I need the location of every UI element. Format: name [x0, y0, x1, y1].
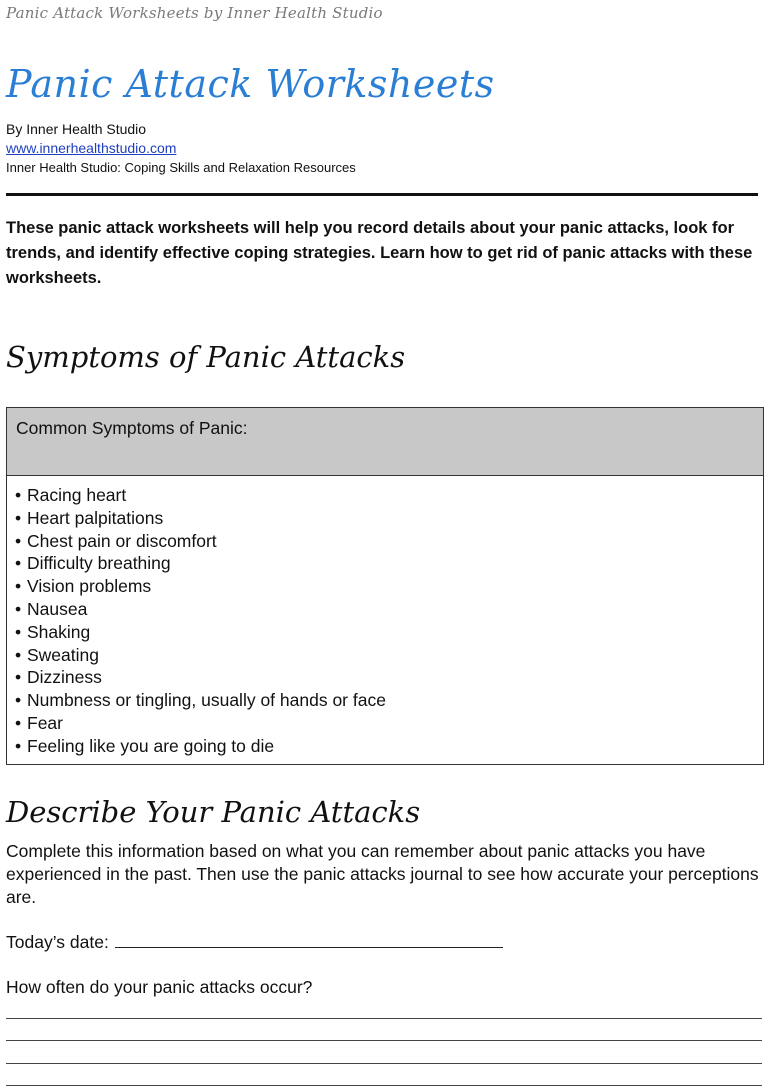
- symptom-item: [15, 621, 763, 644]
- intro-paragraph: These panic attack worksheets will help you record details about your panic attacks, look for trends, and identify effective coping strategies. Learn how to get rid of panic attacks with these worksheets.: [6, 219, 753, 287]
- symptom-item: [15, 598, 763, 621]
- bullet-icon: •: [15, 598, 22, 619]
- bullet-icon: •: [15, 690, 22, 711]
- date-input-line[interactable]: [115, 933, 503, 948]
- symptom-item: [15, 644, 763, 667]
- author-tagline: Inner Health Studio: Coping Skills and Relaxation Resources: [6, 160, 356, 175]
- date-label: Today’s date:: [6, 932, 109, 952]
- answer-line[interactable]: [6, 1040, 762, 1041]
- bullet-icon: •: [15, 530, 22, 551]
- bullet-icon: •: [15, 576, 22, 597]
- symptom-text: Vision problems: [27, 576, 152, 597]
- bullet-icon: •: [15, 667, 22, 688]
- symptom-text: Chest pain or discomfort: [27, 530, 217, 551]
- bullet-icon: •: [15, 712, 22, 733]
- symptom-text: Fear: [27, 712, 63, 733]
- symptoms-list: [7, 476, 763, 758]
- symptom-text: Feeling like you are going to die: [27, 735, 275, 756]
- symptom-text: Shaking: [27, 621, 91, 642]
- running-header: Panic Attack Worksheets by Inner Health Studio: [6, 4, 383, 22]
- symptom-item: [15, 575, 763, 598]
- author-byline: By Inner Health Studio: [6, 121, 147, 137]
- bullet-icon: •: [15, 621, 22, 642]
- symptom-text: Numbness or tingling, usually of hands or face: [27, 690, 386, 711]
- symptom-item: [15, 530, 763, 553]
- symptom-text: Nausea: [27, 598, 88, 619]
- page-title: Panic Attack Worksheets: [6, 62, 495, 106]
- symptom-item: [15, 507, 763, 530]
- symptom-item: [15, 735, 763, 758]
- bullet-icon: •: [15, 644, 22, 665]
- answer-line[interactable]: [6, 1085, 762, 1086]
- symptom-item: [15, 666, 763, 689]
- frequency-question: How often do your panic attacks occur?: [6, 977, 313, 997]
- symptom-item: [15, 689, 763, 712]
- describe-heading: Describe Your Panic Attacks: [6, 795, 421, 829]
- website-link[interactable]: www.innerhealthstudio.com: [6, 140, 177, 156]
- bullet-icon: •: [15, 507, 22, 528]
- symptoms-table-header: Common Symptoms of Panic:: [7, 408, 763, 476]
- symptom-text: Racing heart: [27, 485, 127, 505]
- author-block: [6, 120, 356, 177]
- symptom-item: [15, 552, 763, 575]
- date-row: [6, 932, 503, 953]
- header-divider: [6, 193, 758, 196]
- symptom-text: Sweating: [27, 644, 99, 665]
- symptom-text: Heart palpitations: [27, 507, 164, 528]
- symptom-text: Dizziness: [27, 667, 102, 688]
- describe-instructions: Complete this information based on what you can remember about panic attacks you have experienced in the past. Then use the panic attacks journal to see how accurate your perceptions are.: [6, 841, 759, 907]
- symptoms-heading: Symptoms of Panic Attacks: [6, 340, 406, 374]
- symptom-text: Difficulty breathing: [27, 553, 171, 574]
- answer-line[interactable]: [6, 1063, 762, 1064]
- symptoms-table: [6, 407, 764, 765]
- symptom-item: [15, 484, 763, 507]
- bullet-icon: •: [15, 553, 22, 574]
- bullet-icon: •: [15, 735, 22, 756]
- bullet-icon: •: [15, 485, 22, 505]
- answer-line[interactable]: [6, 1018, 762, 1019]
- symptom-item: [15, 712, 763, 735]
